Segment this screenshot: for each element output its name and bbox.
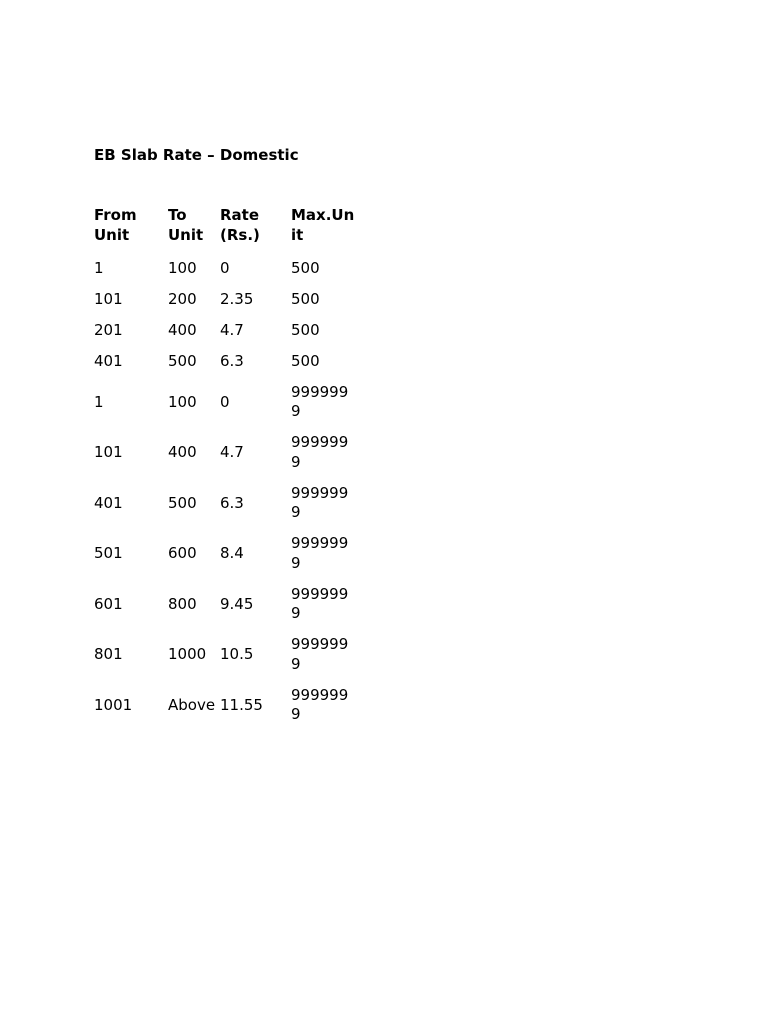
cell-to-unit: 500 (168, 351, 197, 370)
table-header-row (94, 206, 357, 253)
cell-to-unit: 200 (168, 289, 197, 308)
header-max-unit (291, 206, 357, 253)
table-row (94, 630, 357, 681)
header-from-unit-line2: Unit (94, 225, 130, 244)
cell-rate: 2.35 (220, 289, 254, 308)
cell-max-unit-value: 9999999 (291, 635, 349, 673)
cell-rate: 8.4 (220, 544, 244, 562)
cell-to-unit: 400 (168, 443, 197, 461)
cell-max-unit-value: 9999999 (291, 685, 349, 724)
cell-from-unit: 401 (94, 493, 123, 512)
cell-max-unit (291, 377, 357, 428)
cell-from-unit: 501 (94, 544, 123, 562)
cell-max-unit (291, 529, 357, 580)
cell-max-unit-value: 9999999 (291, 382, 349, 421)
cell-from-unit: 101 (94, 443, 123, 461)
cell-to-unit: 400 (168, 320, 197, 339)
table-row (94, 377, 357, 428)
cell-rate: 4.7 (220, 443, 244, 461)
cell-max-unit-value: 9999999 (291, 534, 349, 572)
cell-to-unit: 100 (168, 392, 197, 411)
table-row (94, 478, 357, 529)
cell-from-unit: 401 (94, 351, 123, 370)
cell-from-unit: 601 (94, 594, 123, 613)
cell-rate: 4.7 (220, 320, 244, 339)
cell-max-unit (291, 478, 357, 529)
cell-rate: 10.5 (220, 645, 254, 663)
header-max-unit-line2: it (291, 225, 304, 244)
cell-to-unit: 500 (168, 493, 197, 512)
cell-rate: 0 (220, 392, 230, 411)
document-page (94, 145, 357, 731)
cell-max-unit (291, 428, 357, 479)
header-rate-line2: (Rs.) (220, 225, 260, 244)
header-to-unit-line2: Unit (168, 225, 204, 244)
header-from-unit (94, 206, 168, 253)
table-row (94, 253, 357, 284)
cell-to-unit: 100 (168, 258, 197, 277)
cell-max-unit-value: 9999999 (291, 433, 349, 471)
cell-from-unit: 1 (94, 258, 104, 277)
cell-max-unit: 500 (291, 258, 320, 277)
table-row (94, 315, 357, 346)
table-row (94, 680, 357, 731)
header-from-unit-line1: From (94, 206, 137, 224)
cell-max-unit (291, 630, 357, 681)
cell-from-unit: 801 (94, 645, 123, 663)
header-to-unit (168, 206, 220, 253)
cell-max-unit (291, 579, 357, 630)
cell-max-unit (291, 680, 357, 731)
table-row (94, 284, 357, 315)
cell-rate: 6.3 (220, 493, 244, 512)
cell-rate: 0 (220, 258, 230, 277)
cell-rate: 11.55 (220, 695, 263, 714)
cell-max-unit-value: 9999999 (291, 584, 349, 623)
cell-max-unit: 500 (291, 351, 320, 370)
header-max-unit-line1: Max.Un (291, 206, 355, 224)
table-row (94, 428, 357, 479)
cell-rate: 9.45 (220, 594, 254, 613)
header-rate (220, 206, 291, 253)
cell-from-unit: 101 (94, 289, 123, 308)
cell-max-unit: 500 (291, 320, 320, 339)
table-row (94, 579, 357, 630)
cell-rate: 6.3 (220, 351, 244, 370)
cell-from-unit: 1 (94, 392, 104, 411)
header-to-unit-line1: To (168, 206, 187, 224)
table-row (94, 529, 357, 580)
cell-to-unit: 1000 (168, 645, 207, 663)
cell-max-unit: 500 (291, 289, 320, 308)
header-rate-line1: Rate (220, 206, 260, 224)
cell-to-unit: 800 (168, 594, 197, 613)
document-title: EB Slab Rate – Domestic (94, 146, 299, 164)
slab-rate-table (94, 206, 357, 731)
cell-to-unit: Above (168, 695, 216, 714)
cell-from-unit: 201 (94, 320, 123, 339)
cell-from-unit: 1001 (94, 695, 133, 714)
cell-max-unit-value: 9999999 (291, 483, 349, 522)
table-row (94, 346, 357, 377)
cell-to-unit: 600 (168, 544, 197, 562)
